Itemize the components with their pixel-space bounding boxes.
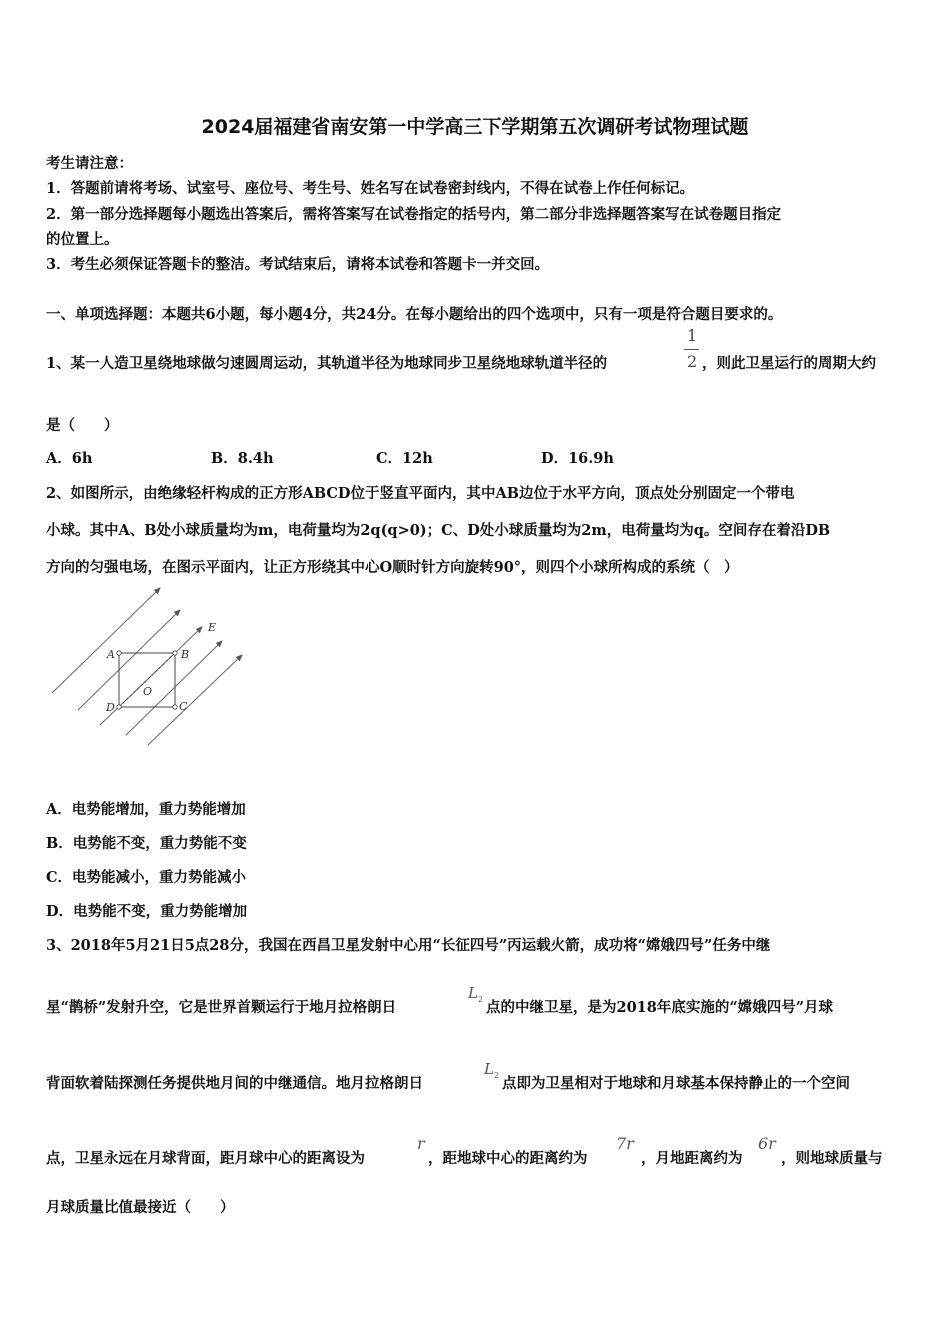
q2-stem-line1: 2、如图所示，由绝缘轻杆构成的正方形ABCD位于竖直平面内，其中AB边位于水平方向，顶点处分别固定一个带电 <box>46 485 795 502</box>
q2-option-a[interactable]: A．电势能增加，重力势能增加 <box>46 801 246 818</box>
q3-stem-line4-c: ，月地距离约为 <box>641 1150 743 1167</box>
q1-stem-cont: ，则此卫星运行的周期大约 <box>702 355 876 372</box>
notice-item-1: 1．答题前请将考场、试室号、座位号、考生号、姓名写在试卷密封线内，不得在试卷上作任何标记。 <box>46 180 695 197</box>
notice-item-2: 2．第一部分选择题每小题选出答案后，需将答案写在试卷指定的括号内，第二部分非选择题答案写在试卷题目指定 <box>46 206 782 223</box>
q3-stem-line1: 3、2018年5月21日5点28分，我国在西昌卫星发射中心用“长征四号”丙运载火箭，成功将“嫦娥四号”任务中继 <box>46 937 771 954</box>
q3-sym-r: r <box>417 1134 425 1153</box>
q3-sym-6r: 6r <box>758 1134 776 1153</box>
q3-sym-l2: $L_2$ <box>468 984 484 1004</box>
q2-stem-line2: 小球。其中A、B处小球质量均为m，电荷量均为2q(q>0)；C、D处小球质量均为2m，电荷量均为q。空间存在着沿DB <box>46 522 831 539</box>
q2-option-d[interactable]: D．电势能不变，重力势能增加 <box>46 903 248 920</box>
label-e: E <box>208 621 217 634</box>
label-d: D <box>106 701 115 714</box>
q3-stem-line2-cont: 点的中继卫星，是为2018年底实施的“嫦娥四号”月球 <box>486 999 834 1016</box>
field-line-1 <box>52 588 160 693</box>
label-o: O <box>143 685 153 698</box>
q3-stem-line5: 月球质量比值最接近（ ） <box>46 1199 235 1216</box>
q3-sym-7r: 7r <box>616 1134 634 1153</box>
q3-stem-line4-b: ，距地球中心的距离约为 <box>428 1150 588 1167</box>
charge-d <box>117 705 121 709</box>
q1-frac-bar <box>684 349 699 350</box>
q1-option-b[interactable]: B．8.4h <box>211 450 274 467</box>
q1-stem: 1、某一人造卫星绕地球做匀速圆周运动，其轨道半径为地球同步卫星绕地球轨道半径的 <box>46 355 608 372</box>
q1-stem-end: 是（ ） <box>46 417 119 434</box>
q3-stem-line4: 点，卫星永远在月球背面，距月球中心的距离设为 <box>46 1150 365 1167</box>
q1-option-a[interactable]: A．6h <box>46 450 93 467</box>
notice-heading: 考生请注意： <box>46 155 133 172</box>
notice-item-3: 3．考生必须保证答题卡的整洁。考试结束后，请将本试卷和答题卡一并交回。 <box>46 256 550 273</box>
notice-item-2-cont: 的位置上。 <box>46 231 119 248</box>
q2-stem-line3: 方向的匀强电场，在图示平面内，让正方形绕其中心O顺时针方向旋转90°，则四个小球所构成的系统（ ） <box>46 559 739 576</box>
q2-field-diagram <box>40 585 280 760</box>
q2-option-b[interactable]: B．电势能不变，重力势能不变 <box>46 835 247 852</box>
label-c: C <box>179 700 188 713</box>
q1-option-d[interactable]: D．16.9h <box>541 450 614 467</box>
charge-a <box>117 651 121 655</box>
charge-c <box>173 705 177 709</box>
q3-stem-line3-cont: 点即为卫星相对于地球和月球基本保持静止的一个空间 <box>502 1075 850 1092</box>
label-a: A <box>107 648 115 661</box>
page-title: 2024届福建省南安第一中学高三下学期第五次调研考试物理试题 <box>201 116 749 138</box>
q3-sym-l2-b: $L_2$ <box>484 1060 500 1080</box>
field-line-2 <box>78 610 180 710</box>
q3-stem-line3: 背面软着陆探测任务提供地月间的中继通信。地月拉格朗日 <box>46 1075 423 1092</box>
q2-option-c[interactable]: C．电势能减小，重力势能减小 <box>46 869 247 886</box>
q3-stem-line2: 星“鹊桥”发射升空，它是世界首颗运行于地月拉格朗日 <box>46 999 397 1016</box>
section-heading: 一、单项选择题：本题共6小题，每小题4分，共24分。在每小题给出的四个选项中，只有一项是符合题目要求的。 <box>46 306 783 323</box>
q1-option-c[interactable]: C．12h <box>376 450 433 467</box>
label-b: B <box>181 648 190 661</box>
q1-frac-denominator: 2 <box>687 352 698 371</box>
charge-b <box>173 651 177 655</box>
q3-stem-line4-d: ，则地球质量与 <box>781 1150 883 1167</box>
q1-frac-numerator: 1 <box>687 326 698 345</box>
